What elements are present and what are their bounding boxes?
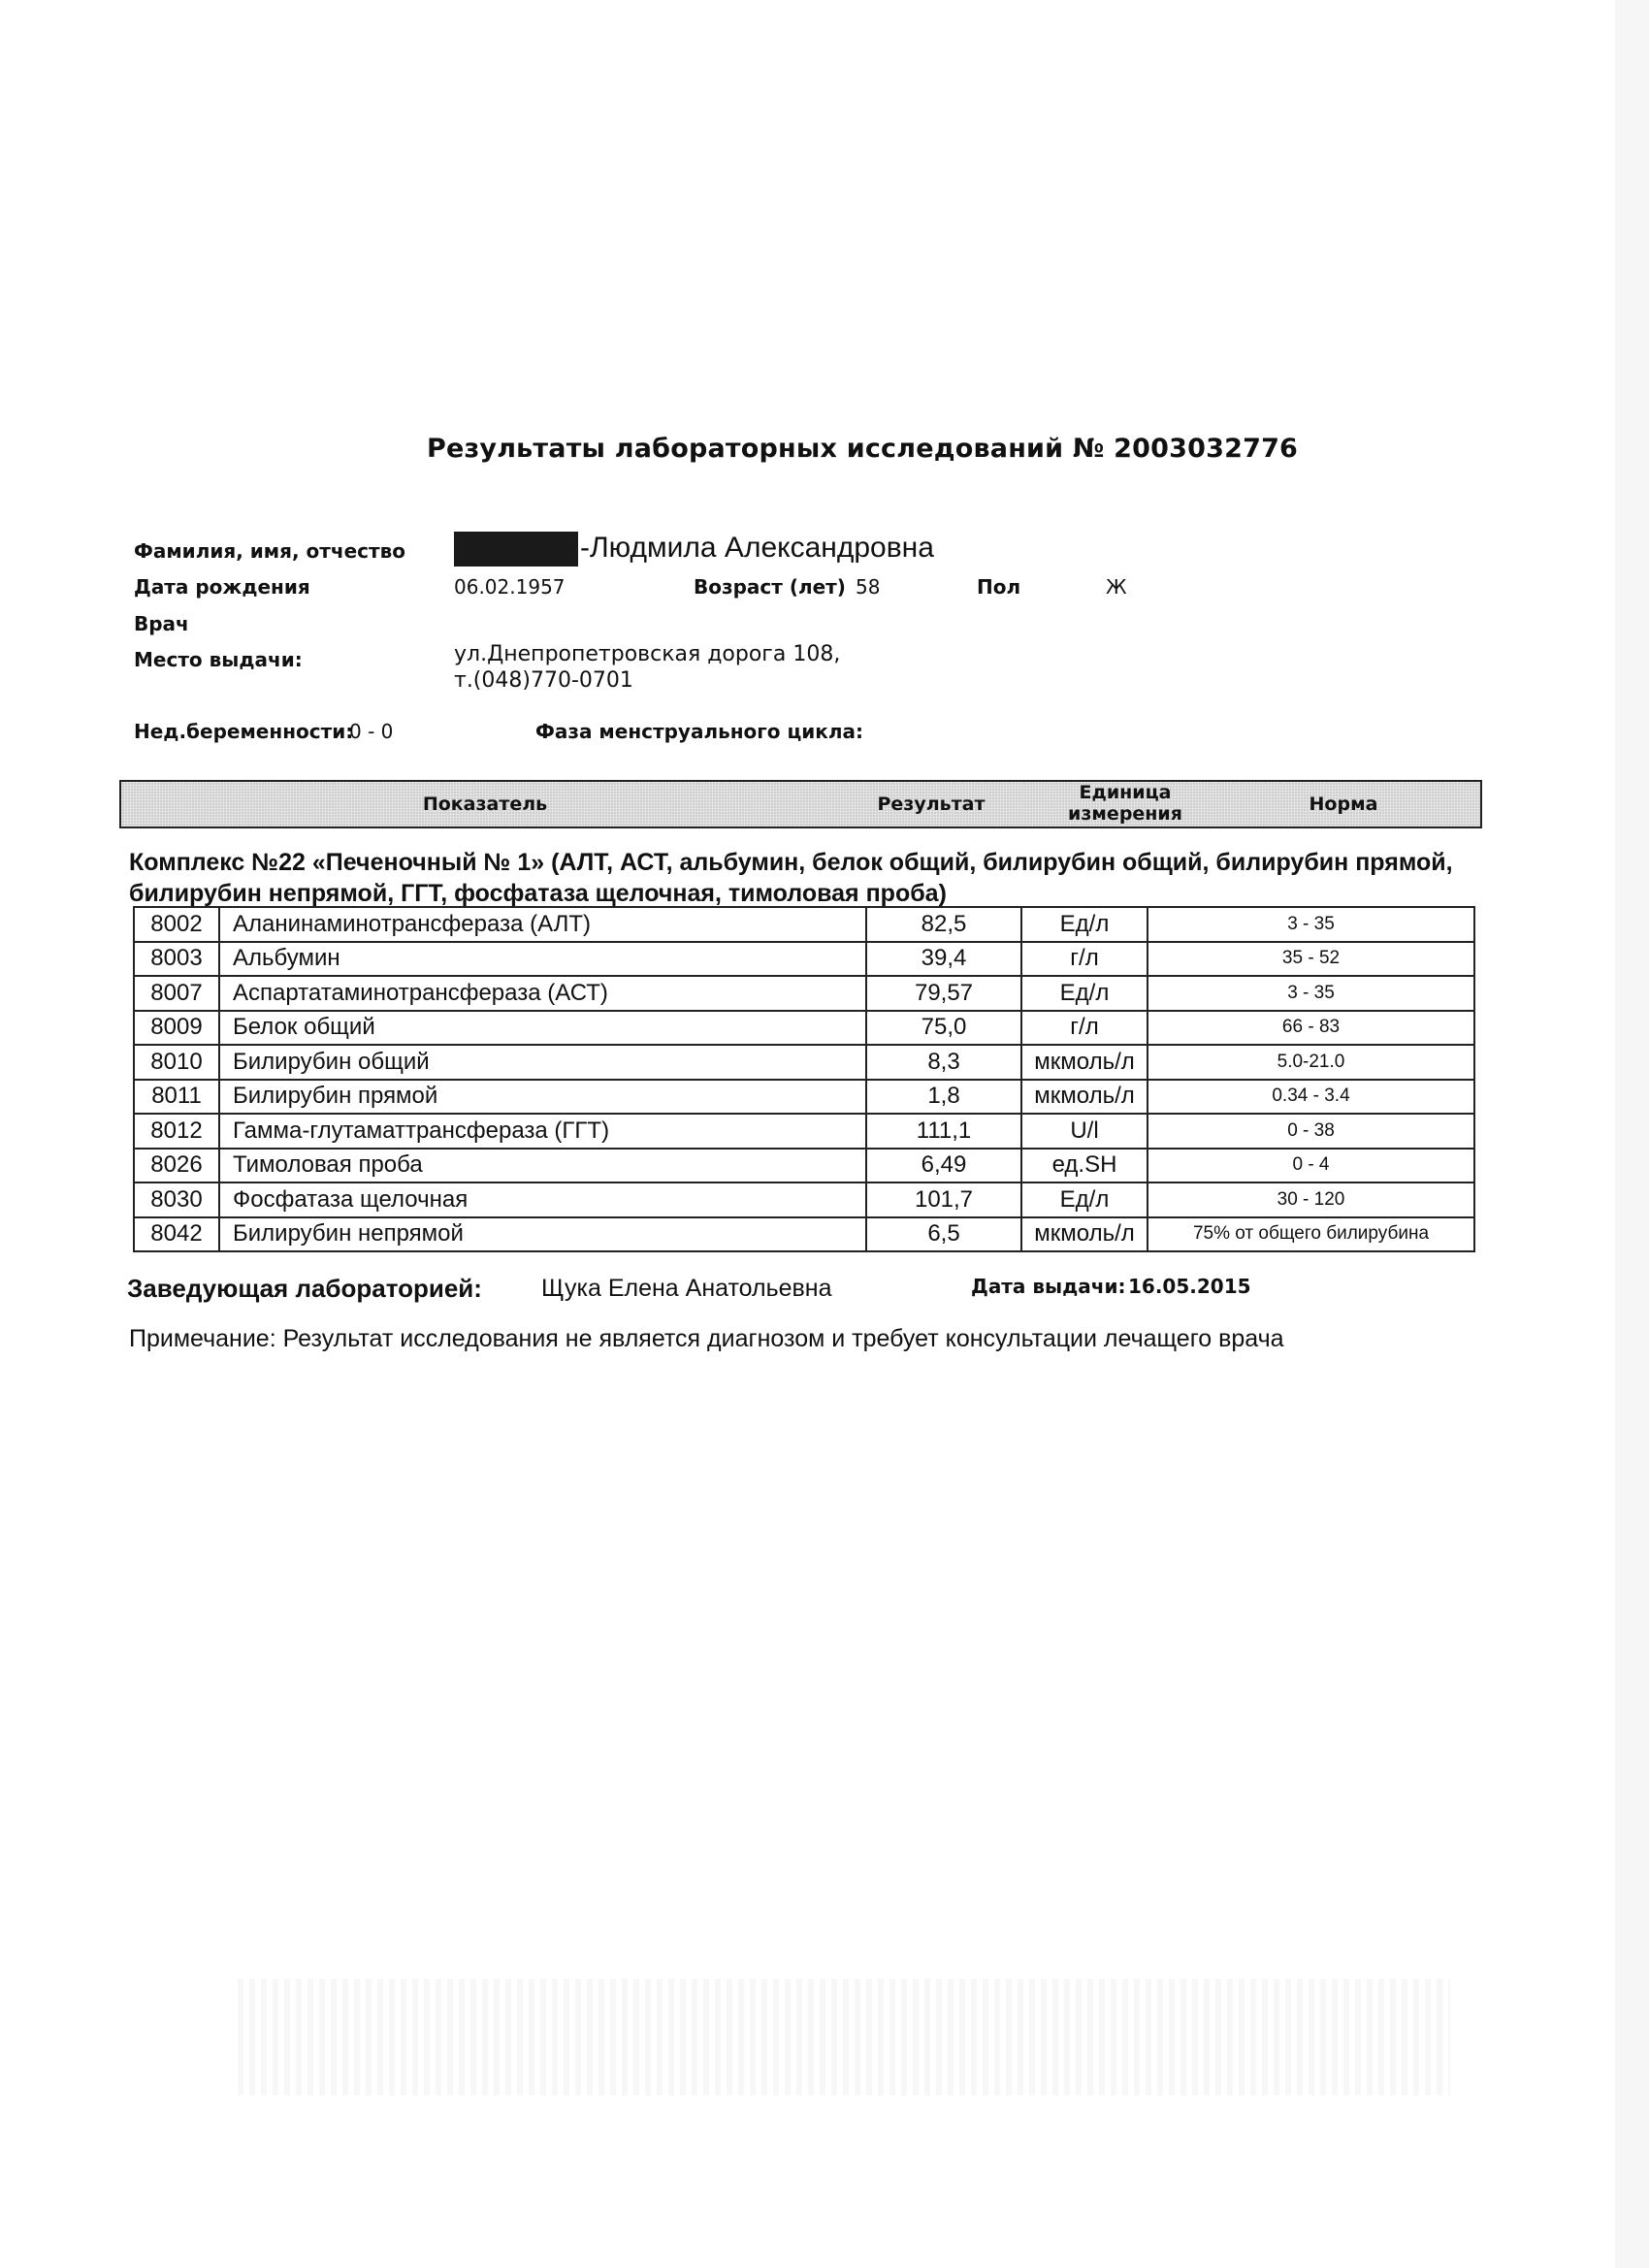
row-result: 79,57 <box>866 976 1021 1011</box>
age-label: Возраст (лет) <box>694 575 846 599</box>
row-unit: Ед/л <box>1021 976 1148 1011</box>
row-indicator: Билирубин непрямой <box>219 1217 866 1252</box>
row-norm: 0.34 - 3.4 <box>1148 1080 1474 1115</box>
sex-label: Пол <box>977 575 1021 599</box>
document-title: Результаты лабораторных исследований № 2003032776 <box>427 434 1299 464</box>
row-unit: мкмоль/л <box>1021 1080 1148 1115</box>
row-code: 8012 <box>134 1114 219 1149</box>
cycle-label: Фаза менструального цикла: <box>535 720 863 743</box>
issue-date-value: 16.05.2015 <box>1128 1275 1251 1298</box>
row-norm: 3 - 35 <box>1148 907 1474 942</box>
faded-stamp-ghost <box>238 1979 1450 2095</box>
row-norm: 66 - 83 <box>1148 1011 1474 1046</box>
table-row <box>134 1080 1474 1115</box>
row-indicator: Тимоловая проба <box>219 1149 866 1183</box>
pregnancy-label: Нед.беременности: <box>134 720 354 743</box>
results-table <box>133 906 1475 1252</box>
doctor-label: Врач <box>134 612 189 635</box>
row-code: 8030 <box>134 1183 219 1217</box>
row-norm: 3 - 35 <box>1148 976 1474 1011</box>
header-norm: Норма <box>1309 794 1378 815</box>
table-row <box>134 907 1474 942</box>
row-result: 6,49 <box>866 1149 1021 1183</box>
table-row <box>134 1045 1474 1080</box>
place-address: ул.Днепропетровская дорога 108, <box>454 642 841 666</box>
row-result: 82,5 <box>866 907 1021 942</box>
table-header <box>119 780 1482 828</box>
issue-date-label: Дата выдачи: <box>971 1275 1126 1298</box>
table-row <box>134 1217 1474 1252</box>
row-unit: г/л <box>1021 1011 1148 1046</box>
name-label: Фамилия, имя, отчество <box>134 539 405 563</box>
place-label: Место выдачи: <box>134 648 303 671</box>
row-indicator: Билирубин общий <box>219 1045 866 1080</box>
row-indicator: Фосфатаза щелочная <box>219 1183 866 1217</box>
complex-title: Комплекс №22 «Печеночный № 1» (АЛТ, АСТ, альбумин, белок общий, билирубин общий, билирубин прямой, билирубин непрямой, ГГТ, фосфатаза щелочная, тимоловая проба) <box>129 849 1453 907</box>
row-code: 8002 <box>134 907 219 942</box>
row-code: 8003 <box>134 942 219 977</box>
row-indicator: Аланинаминотрансфераза (АЛТ) <box>219 907 866 942</box>
row-norm: 30 - 120 <box>1148 1183 1474 1217</box>
lab-head-label: Заведующая лабораторией: <box>127 1274 482 1303</box>
header-unit <box>1009 782 1242 825</box>
age-value: 58 <box>856 575 881 599</box>
row-indicator: Гамма-глутаматтрансфераза (ГГТ) <box>219 1114 866 1149</box>
lab-head-name: Щука Елена Анатольевна <box>541 1275 832 1302</box>
table-row <box>134 1011 1474 1046</box>
table-row <box>134 1114 1474 1149</box>
row-result: 111,1 <box>866 1114 1021 1149</box>
row-unit: мкмоль/л <box>1021 1217 1148 1252</box>
row-indicator: Аспартатаминотрансфераза (АСТ) <box>219 976 866 1011</box>
table-row <box>134 976 1474 1011</box>
row-indicator: Альбумин <box>219 942 866 977</box>
row-result: 75,0 <box>866 1011 1021 1046</box>
table-row <box>134 942 1474 977</box>
redaction-block <box>454 532 578 567</box>
row-indicator: Билирубин прямой <box>219 1080 866 1115</box>
table-row <box>134 1183 1474 1217</box>
row-code: 8011 <box>134 1080 219 1115</box>
dob-value: 06.02.1957 <box>454 575 566 599</box>
row-code: 8042 <box>134 1217 219 1252</box>
row-result: 6,5 <box>866 1217 1021 1252</box>
header-unit-line1: Единица <box>1079 782 1172 803</box>
row-code: 8026 <box>134 1149 219 1183</box>
row-code: 8007 <box>134 976 219 1011</box>
row-result: 8,3 <box>866 1045 1021 1080</box>
row-result: 39,4 <box>866 942 1021 977</box>
header-unit-line2: измерения <box>1068 803 1182 825</box>
scan-edge <box>1615 0 1649 2268</box>
row-norm: 75% от общего билирубина <box>1148 1217 1474 1252</box>
row-code: 8010 <box>134 1045 219 1080</box>
row-unit: г/л <box>1021 942 1148 977</box>
row-norm: 0 - 38 <box>1148 1114 1474 1149</box>
row-unit: ед.SH <box>1021 1149 1148 1183</box>
footnote: Примечание: Результат исследования не является диагнозом и требует консультации лечащего врача <box>129 1325 1284 1352</box>
row-unit: U/l <box>1021 1114 1148 1149</box>
row-indicator: Белок общий <box>219 1011 866 1046</box>
place-phone: т.(048)770-0701 <box>454 668 633 693</box>
row-unit: мкмоль/л <box>1021 1045 1148 1080</box>
row-norm: 35 - 52 <box>1148 942 1474 977</box>
header-result: Результат <box>877 794 986 815</box>
header-indicator: Показатель <box>422 794 548 815</box>
row-norm: 5.0-21.0 <box>1148 1045 1474 1080</box>
row-unit: Ед/л <box>1021 907 1148 942</box>
row-unit: Ед/л <box>1021 1183 1148 1217</box>
row-result: 101,7 <box>866 1183 1021 1217</box>
row-code: 8009 <box>134 1011 219 1046</box>
row-norm: 0 - 4 <box>1148 1149 1474 1183</box>
sex-value: Ж <box>1106 575 1127 599</box>
row-result: 1,8 <box>866 1080 1021 1115</box>
pregnancy-value: 0 - 0 <box>349 720 394 743</box>
dob-label: Дата рождения <box>134 575 310 599</box>
table-row <box>134 1149 1474 1183</box>
patient-name: -Людмила Александровна <box>580 532 934 564</box>
